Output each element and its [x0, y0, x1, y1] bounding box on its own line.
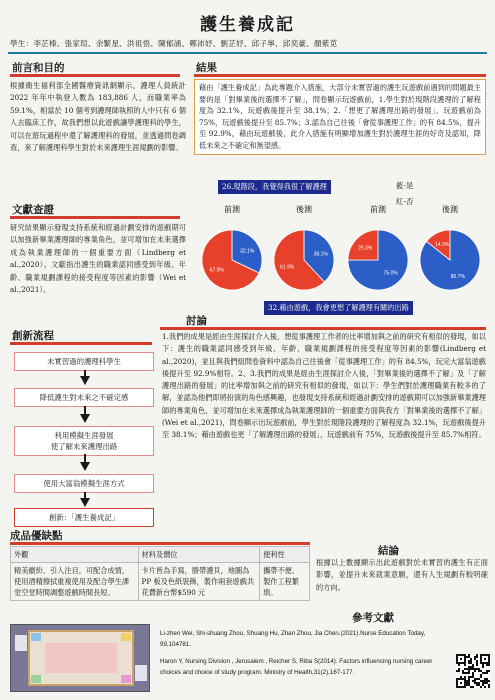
- qr-module: [466, 672, 468, 674]
- pie-panel-label: 前測: [370, 205, 386, 214]
- qr-module: [470, 658, 472, 660]
- qr-module: [460, 686, 462, 688]
- pie-slice-value: 67.9%: [209, 267, 224, 274]
- qr-module: [464, 678, 466, 680]
- qr-module: [476, 662, 478, 664]
- qr-module: [480, 680, 482, 682]
- qr-module: [472, 672, 474, 674]
- qr-module: [480, 676, 482, 678]
- qr-module: [470, 662, 472, 664]
- authors-line: 學生：李芷榛、張家瑄、余繁星、洪祖悟、陳郁涵、鄭沛妤、劉芷妤、邱子寧、邱奕豪、顏紫苋: [10, 39, 338, 48]
- qr-module: [468, 684, 470, 686]
- qr-module: [458, 654, 460, 656]
- qr-module: [482, 666, 484, 668]
- conclusion-body: 根據以上數據顯示出此遊戲對於未實習的護生有正面影響，並提升未來就業意願，還有人生規劃有較明確的方向。: [316, 558, 488, 592]
- qr-module: [456, 658, 458, 660]
- qr-module: [468, 682, 470, 684]
- qr-module: [462, 686, 464, 688]
- preface-heading: 前言和目的: [12, 62, 65, 74]
- flow-arrow-1-head: [80, 376, 90, 385]
- qr-module: [480, 654, 482, 656]
- flow-underline: [10, 342, 152, 345]
- qr-module: [476, 656, 478, 658]
- literature-underline: [10, 216, 180, 219]
- references-heading: 參考文獻: [352, 612, 394, 624]
- qr-module: [488, 658, 490, 660]
- qr-module: [468, 666, 470, 668]
- qr-module: [482, 680, 484, 682]
- adv-cell-convenience: 攜帶不便、製作工程繁瑣。: [260, 563, 310, 601]
- qr-module: [484, 678, 486, 680]
- qr-module: [484, 682, 486, 684]
- legend-red: 紅-否: [396, 197, 414, 206]
- flow-arrow-3-head: [80, 462, 90, 471]
- qr-module: [470, 676, 472, 678]
- qr-module: [476, 664, 478, 666]
- pie-slice-value: 25.0%: [358, 245, 373, 252]
- qr-module: [472, 680, 474, 682]
- qr-module: [474, 668, 476, 670]
- reference-2: Haron Y, Nursing Division , Jerusalem , Reicher S, Riba S(2014). Factors influencing nursing career choices and choice of study program. Ministry of Health,31(2),167-177.: [160, 658, 433, 676]
- pie-slice-value: 61.9%: [280, 264, 295, 271]
- qr-code-graphic: [456, 654, 490, 688]
- qr-module: [460, 682, 462, 684]
- qr-module: [472, 674, 474, 676]
- qr-module: [464, 662, 466, 664]
- qr-module: [464, 654, 466, 656]
- qr-module: [486, 662, 488, 664]
- qr-module: [478, 678, 480, 680]
- adv-header-material: 材料及價位: [138, 547, 260, 563]
- qr-module: [468, 678, 470, 680]
- pie-slice-value: 32.1%: [240, 248, 255, 255]
- adv-header-appearance: 外觀: [11, 547, 139, 563]
- qr-module: [468, 660, 470, 662]
- flow-step-5: 創新：「護生養成記」: [14, 508, 154, 527]
- pie-panel-label: 後測: [296, 205, 312, 214]
- qr-module: [456, 656, 458, 658]
- preface-body: 根據衛生福利部全國醫療資訊網顯示，護理人員統計 2022 年年中執登人數為 183,886 人，而職業率為 59.1%，相當於 10 個考到護理師執照的人中只有 6 個人去臨床工作，故我們想以此遊戲讓學護理科的學生，可以在遊玩過程中還了解護理科的發展，並透過問卷調查，來了解護理科學生對於未來護理生涯規劃的影響。: [10, 81, 186, 153]
- qr-module: [480, 686, 482, 688]
- qr-module: [470, 668, 472, 670]
- qr-module: [488, 654, 490, 656]
- qr-module: [472, 686, 474, 688]
- qr-module: [472, 664, 474, 666]
- qr-module: [488, 680, 490, 682]
- qr-module: [484, 680, 486, 682]
- qr-module: [476, 660, 478, 662]
- qr-module: [482, 662, 484, 664]
- qr-module: [460, 658, 462, 660]
- results-heading: 結果: [196, 62, 217, 74]
- qr-module: [464, 682, 466, 684]
- qr-module: [456, 662, 458, 664]
- qr-module: [458, 678, 460, 680]
- pie-panel-label: 後測: [442, 205, 458, 214]
- discussion-heading: 討論: [186, 315, 207, 327]
- qr-module: [464, 664, 466, 666]
- qr-module: [474, 678, 476, 680]
- qr-module: [458, 664, 460, 666]
- qr-module: [456, 654, 458, 656]
- qr-module: [456, 678, 458, 680]
- qr-module: [462, 654, 464, 656]
- qr-module: [480, 656, 482, 658]
- qr-code-icon[interactable]: [456, 654, 490, 688]
- qr-module: [470, 666, 472, 668]
- advantages-table: [10, 546, 310, 601]
- charts-area: [196, 196, 488, 314]
- qr-module: [466, 668, 468, 670]
- qr-module: [460, 662, 462, 664]
- qr-module: [456, 670, 458, 672]
- qr-module: [482, 684, 484, 686]
- qr-module: [458, 686, 460, 688]
- chart-caption-top: 26.現階段，我覺得我很了解護理: [218, 180, 331, 194]
- qr-module: [458, 668, 460, 670]
- flow-arrow-4-head: [80, 498, 90, 507]
- discussion-body: 1.我們的成果是經由生涯探討介入後，想從事護理工作者的比率增加與之前的研究有相似的發現，如以下：護生的職業認同感受到年級、年齡、職業規劃課程的接受程度等因素的影響(Lindberg et al.,2020)，並且與我們組問卷資料中認為自己往後會「從事護理工作」的有 84.5%，玩完大富翁遊戲後提升至 92.9%相符。2、3.我們的成果是經由生涯探討介入後，「對畢業後的選擇不了解」及「了解護理出路的發展」的比率增加與之前的研究有相似的發現，如以下：學生們對於護理職業有較多的了解，並認為他們即將扮演的角色感興趣，也發現支持系統和經過計劃安排的遊戲期可以加強新畢業護理師的專業角色，並可增加在未來選擇成為執業護理師的一個重要方面與我方「對畢業後的選擇不了解」(Wei et al.,2021)，問卷顯示出玩遊戲前，學生對於現階段護理的了解程度為 32.1%，玩遊戲後提升至 38.1%；藉由遊戲也更「了解護理出路的發展」，玩遊戲前有 75%，玩遊戲後提升至 85.7%相符。: [162, 332, 486, 440]
- legend-blue: 藍-是: [396, 181, 414, 190]
- qr-module: [464, 660, 466, 662]
- qr-module: [476, 684, 478, 686]
- qr-module: [470, 660, 472, 662]
- literature-heading: 文獻查證: [12, 204, 54, 216]
- qr-module: [464, 686, 466, 688]
- qr-module: [460, 678, 462, 680]
- qr-module: [468, 680, 470, 682]
- qr-module: [480, 674, 482, 676]
- qr-module: [476, 668, 478, 670]
- qr-module: [486, 672, 488, 674]
- qr-module: [456, 660, 458, 662]
- discussion-underline: [160, 327, 486, 330]
- pie-slice-value: 14.3%: [435, 241, 450, 248]
- qr-module: [484, 672, 486, 674]
- qr-module: [486, 654, 488, 656]
- qr-module: [478, 682, 480, 684]
- flow-heading: 創新流程: [12, 330, 54, 342]
- qr-module: [482, 664, 484, 666]
- qr-module: [488, 662, 490, 664]
- preface-underline: [10, 74, 180, 77]
- qr-module: [472, 668, 474, 670]
- adv-cell-material: 卡片皆為手寫，勝帶護貝，地圖為 PP 板及色紙裝飾，製作兩套遊戲共花費新台幣$590 元: [138, 563, 260, 601]
- qr-module: [484, 662, 486, 664]
- qr-module: [468, 676, 470, 678]
- qr-module: [468, 656, 470, 658]
- qr-module: [486, 680, 488, 682]
- qr-module: [474, 680, 476, 682]
- qr-module: [470, 686, 472, 688]
- qr-module: [488, 670, 490, 672]
- qr-module: [482, 682, 484, 684]
- qr-module: [488, 656, 490, 658]
- qr-module: [480, 670, 482, 672]
- qr-module: [466, 684, 468, 686]
- flow-step-1: 未實習過的護理科學生: [14, 352, 154, 371]
- results-underline: [194, 74, 486, 77]
- flow-step-3: 利用模擬生涯發展 使了解未來護理出路: [14, 426, 154, 456]
- qr-module: [476, 678, 478, 680]
- qr-module: [484, 654, 486, 656]
- poster-title: 護生養成記: [200, 15, 295, 35]
- qr-module: [474, 682, 476, 684]
- pie-slice-value: 85.7%: [450, 274, 465, 281]
- qr-module: [464, 672, 466, 674]
- qr-module: [486, 670, 488, 672]
- qr-module: [474, 670, 476, 672]
- pie-slice-value: 38.1%: [313, 251, 328, 258]
- conclusion-heading: 結論: [378, 545, 399, 557]
- qr-module: [480, 658, 482, 660]
- qr-module: [474, 658, 476, 660]
- qr-module: [468, 668, 470, 670]
- pie-charts: [196, 196, 488, 314]
- qr-module: [482, 672, 484, 674]
- qr-module: [456, 680, 458, 682]
- qr-module: [488, 684, 490, 686]
- qr-module: [458, 670, 460, 672]
- flow-step-4: 使用大富翁模擬生涯方式: [14, 474, 154, 493]
- flow-arrow-2-head: [80, 414, 90, 423]
- qr-module: [460, 676, 462, 678]
- qr-module: [480, 660, 482, 662]
- game-board-photo: [10, 624, 150, 692]
- adv-cell-appearance: 精美繽紛、引人注目，可配合成情，使用酒精擦拭重複使用及配合學生課堂空堂時間調整遊戲時間長短。: [11, 563, 139, 601]
- qr-module: [456, 684, 458, 686]
- qr-module: [464, 656, 466, 658]
- qr-module: [464, 658, 466, 660]
- qr-module: [488, 686, 490, 688]
- title-rule: [8, 52, 487, 54]
- qr-module: [474, 656, 476, 658]
- qr-module: [466, 682, 468, 684]
- qr-module: [484, 686, 486, 688]
- qr-module: [458, 662, 460, 664]
- qr-module: [468, 672, 470, 674]
- qr-module: [486, 664, 488, 666]
- qr-module: [478, 668, 480, 670]
- qr-module: [468, 662, 470, 664]
- qr-module: [456, 682, 458, 684]
- qr-module: [464, 684, 466, 686]
- qr-module: [484, 658, 486, 660]
- chart-caption-bottom: 32.藉由遊戲，我會更想了解護理有關的出路: [264, 301, 413, 315]
- pie-panel-label: 前測: [224, 205, 240, 214]
- qr-module: [464, 676, 466, 678]
- qr-module: [462, 662, 464, 664]
- flow-chart: [0, 346, 160, 526]
- qr-module: [464, 680, 466, 682]
- advantages-heading: 成品優缺點: [10, 530, 63, 542]
- qr-module: [488, 664, 490, 666]
- adv-header-convenience: 便利性: [260, 547, 310, 563]
- qr-module: [462, 670, 464, 672]
- qr-module: [464, 668, 466, 670]
- qr-module: [460, 654, 462, 656]
- qr-module: [468, 670, 470, 672]
- pie-slice-value: 75.0%: [383, 270, 398, 277]
- flow-step-2: 降低護生對未來之不確定感: [14, 388, 154, 407]
- qr-module: [488, 660, 490, 662]
- qr-module: [472, 676, 474, 678]
- qr-module: [462, 678, 464, 680]
- qr-module: [466, 656, 468, 658]
- qr-module: [456, 686, 458, 688]
- qr-module: [472, 666, 474, 668]
- qr-module: [486, 682, 488, 684]
- advantages-underline: [10, 542, 310, 545]
- qr-module: [462, 672, 464, 674]
- qr-module: [478, 670, 480, 672]
- qr-module: [478, 684, 480, 686]
- qr-module: [482, 654, 484, 656]
- qr-module: [480, 662, 482, 664]
- qr-module: [476, 682, 478, 684]
- literature-body: 研究結果顯示發現支持系統和經過計劃安排的遊戲期可以加強新畢業護理師的專業角色，並可增加在未來選擇成為執業護理師的一個重要方面（Lindberg et al.,2020）。文獻指出護生的職業認同感受到年級、年齡、職業規劃課程的接受程度等因素的影響（Wei et al.,2021）。: [10, 223, 186, 295]
- qr-module: [486, 678, 488, 680]
- qr-module: [468, 654, 470, 656]
- qr-module: [476, 654, 478, 656]
- results-body: 藉由「護生養成記」為此專題介入措施，大部分未實習過的護生玩遊戲前遇到的問題最主要的是「對畢業後的選擇不了解」，問卷顯示玩遊戲前，1.學生對於現階段護理的了解程度為 32.1%，玩遊戲後提升至 38.1%；2.「想更了解護理出路的發展」，玩遊戲前為 75%，玩遊戲後提升至 85.7%；3.認為自己往後「會從事護理工作」的有 84.5%，提升至 92.9%，藉由玩遊戲後，此介入措施有明顯增加護生對於護理生涯的好奇及認知，降低未來之不確定和無望感。: [194, 79, 486, 155]
- game-board-illustration: [11, 625, 150, 692]
- qr-module: [466, 680, 468, 682]
- reference-1: Li-zhen Wei, Shi-shuang Zhou, Shuang Hu, Zhan Zhou, Jia Chen.(2021).Nurse Education Today, 99,104781.: [160, 630, 426, 648]
